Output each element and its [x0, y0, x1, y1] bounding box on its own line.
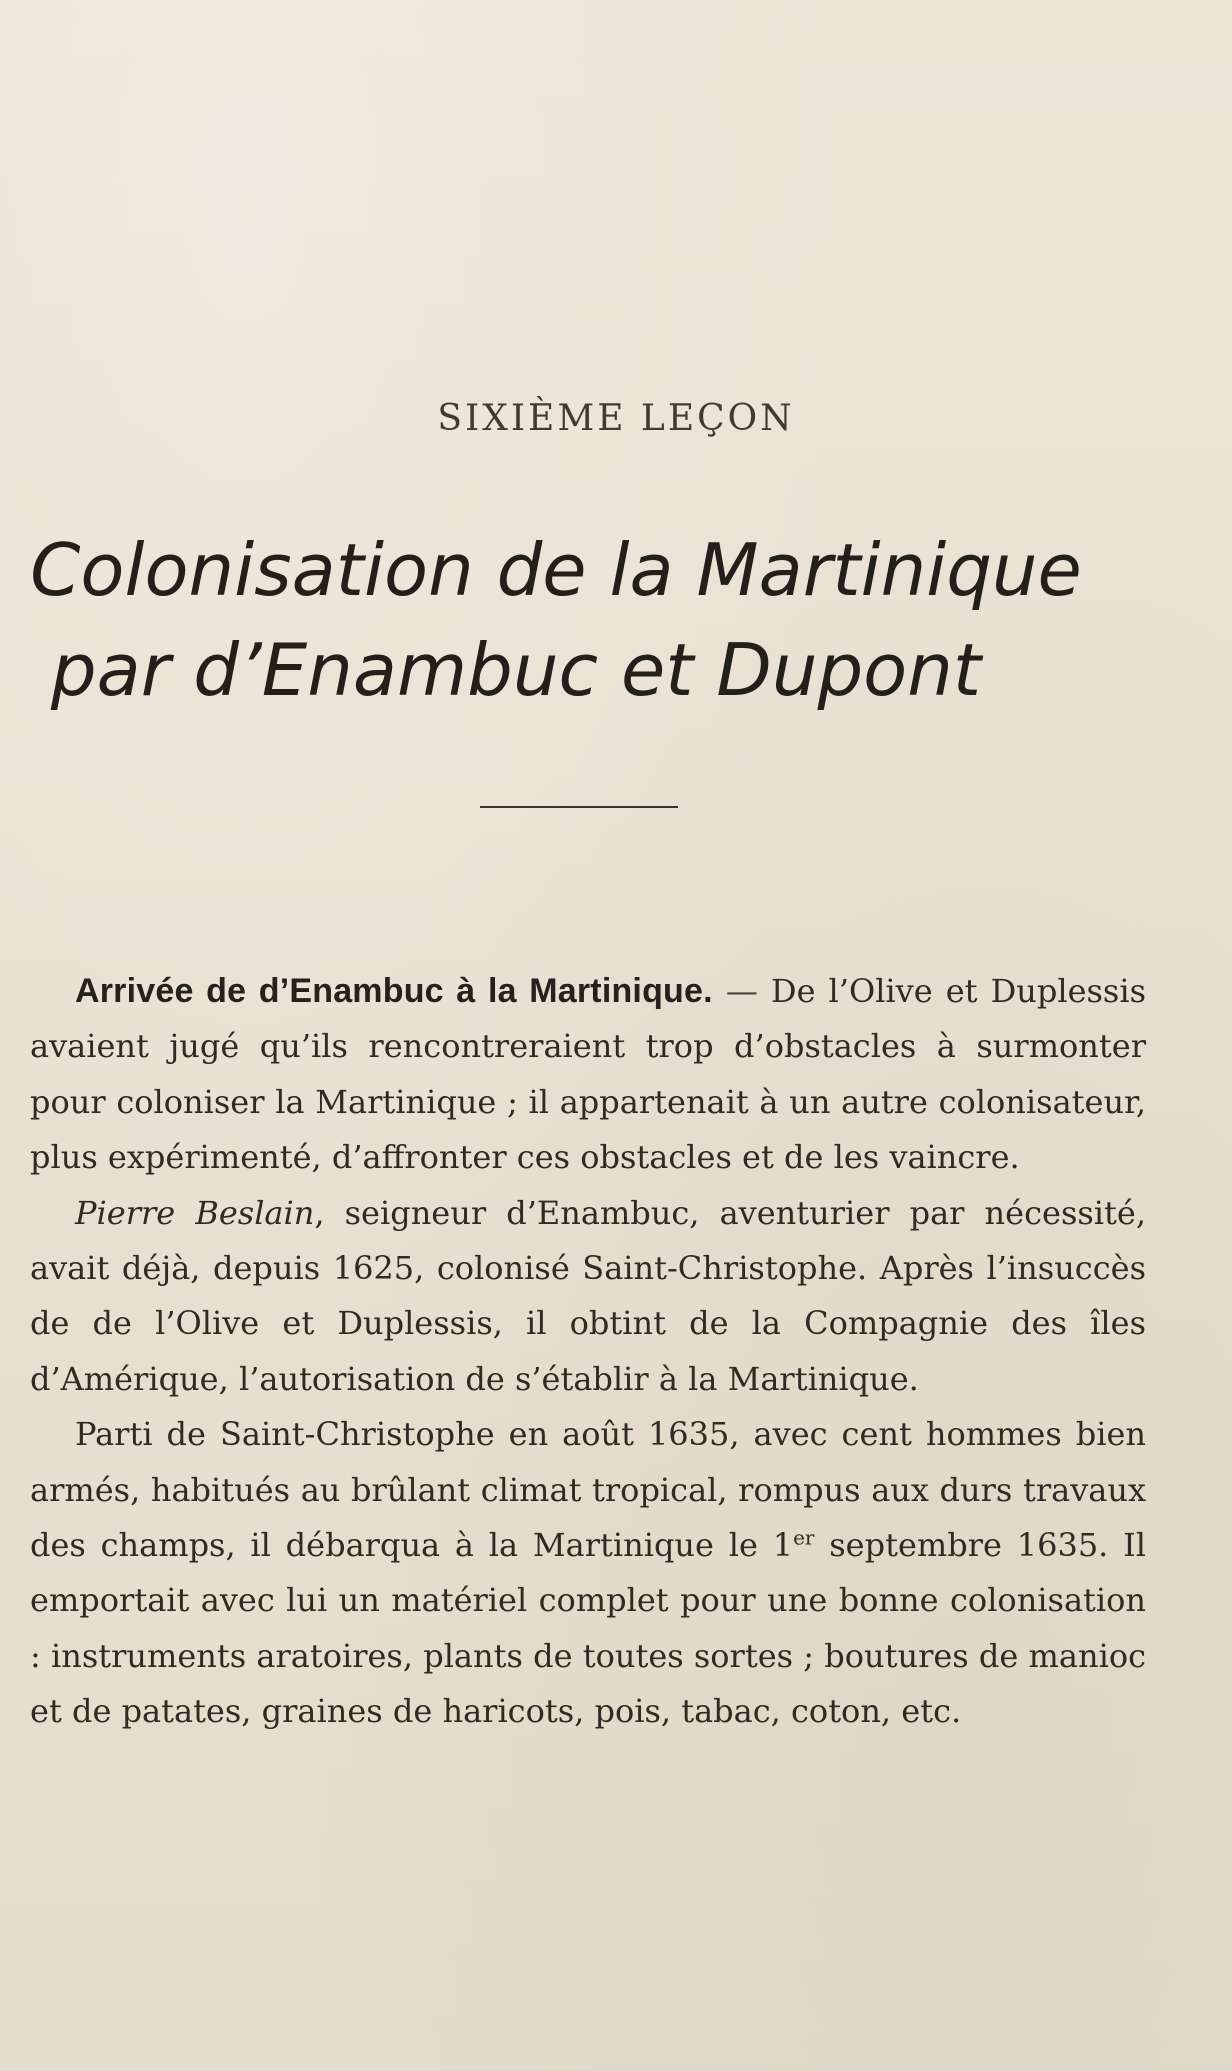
paragraph-3-text-end: septembre 1635. Il emportait avec lui un matériel complet pour une bonne colonisation : instruments aratoires, plants de toutes sortes ; boutures de manioc et de patates, graines de haricots, pois, tabac, coton, etc.: [30, 1526, 1147, 1731]
heading-dash: —: [712, 972, 771, 1010]
chapter-title: [0, 520, 1232, 720]
chapter-title-line-1: Colonisation de la Martinique: [30, 528, 1082, 612]
section-heading: Arrivée de d’Enambuc à la Martinique.: [75, 972, 713, 1010]
paragraph-2: [30, 1186, 1146, 1408]
person-name: Pierre Beslain: [75, 1193, 315, 1232]
paragraph-3-text-start: Parti de Saint-Christophe en août 1635, avec cent hommes bien armés, habitués au brûlant climat tropical, rompus aux durs travaux des champs, il débarqua à la Martinique le 1: [30, 1415, 1146, 1565]
paragraph-1-text: De l’Olive et Duplessis avaient jugé qu’ils rencontreraient trop d’obstacles à surmonter pour coloniser la Martinique ; il appartenait à un autre colonisateur, plus expérimenté, d’affronter ces obstacles et de les vaincre.: [30, 972, 1147, 1177]
ordinal-superscript: er: [793, 1525, 815, 1550]
lesson-label: SIXIÈME LEÇON: [437, 398, 795, 439]
paragraph-1: [30, 964, 1146, 1186]
paragraph-3: [30, 1407, 1146, 1739]
paragraph-2-text: , seigneur d’Enambuc, aventurier par nécessité, avait déjà, depuis 1625, colonisé Saint-Christophe. Après l’insuccès de de l’Olive et Duplessis, il obtint de la Compagnie des îles d’Amérique, l’autorisation de s’établir à la Martinique.: [30, 1193, 1147, 1398]
body-text: [30, 964, 1146, 1740]
title-divider: [480, 806, 678, 808]
chapter-title-line-2: par d’Enambuc et Dupont: [50, 628, 982, 712]
